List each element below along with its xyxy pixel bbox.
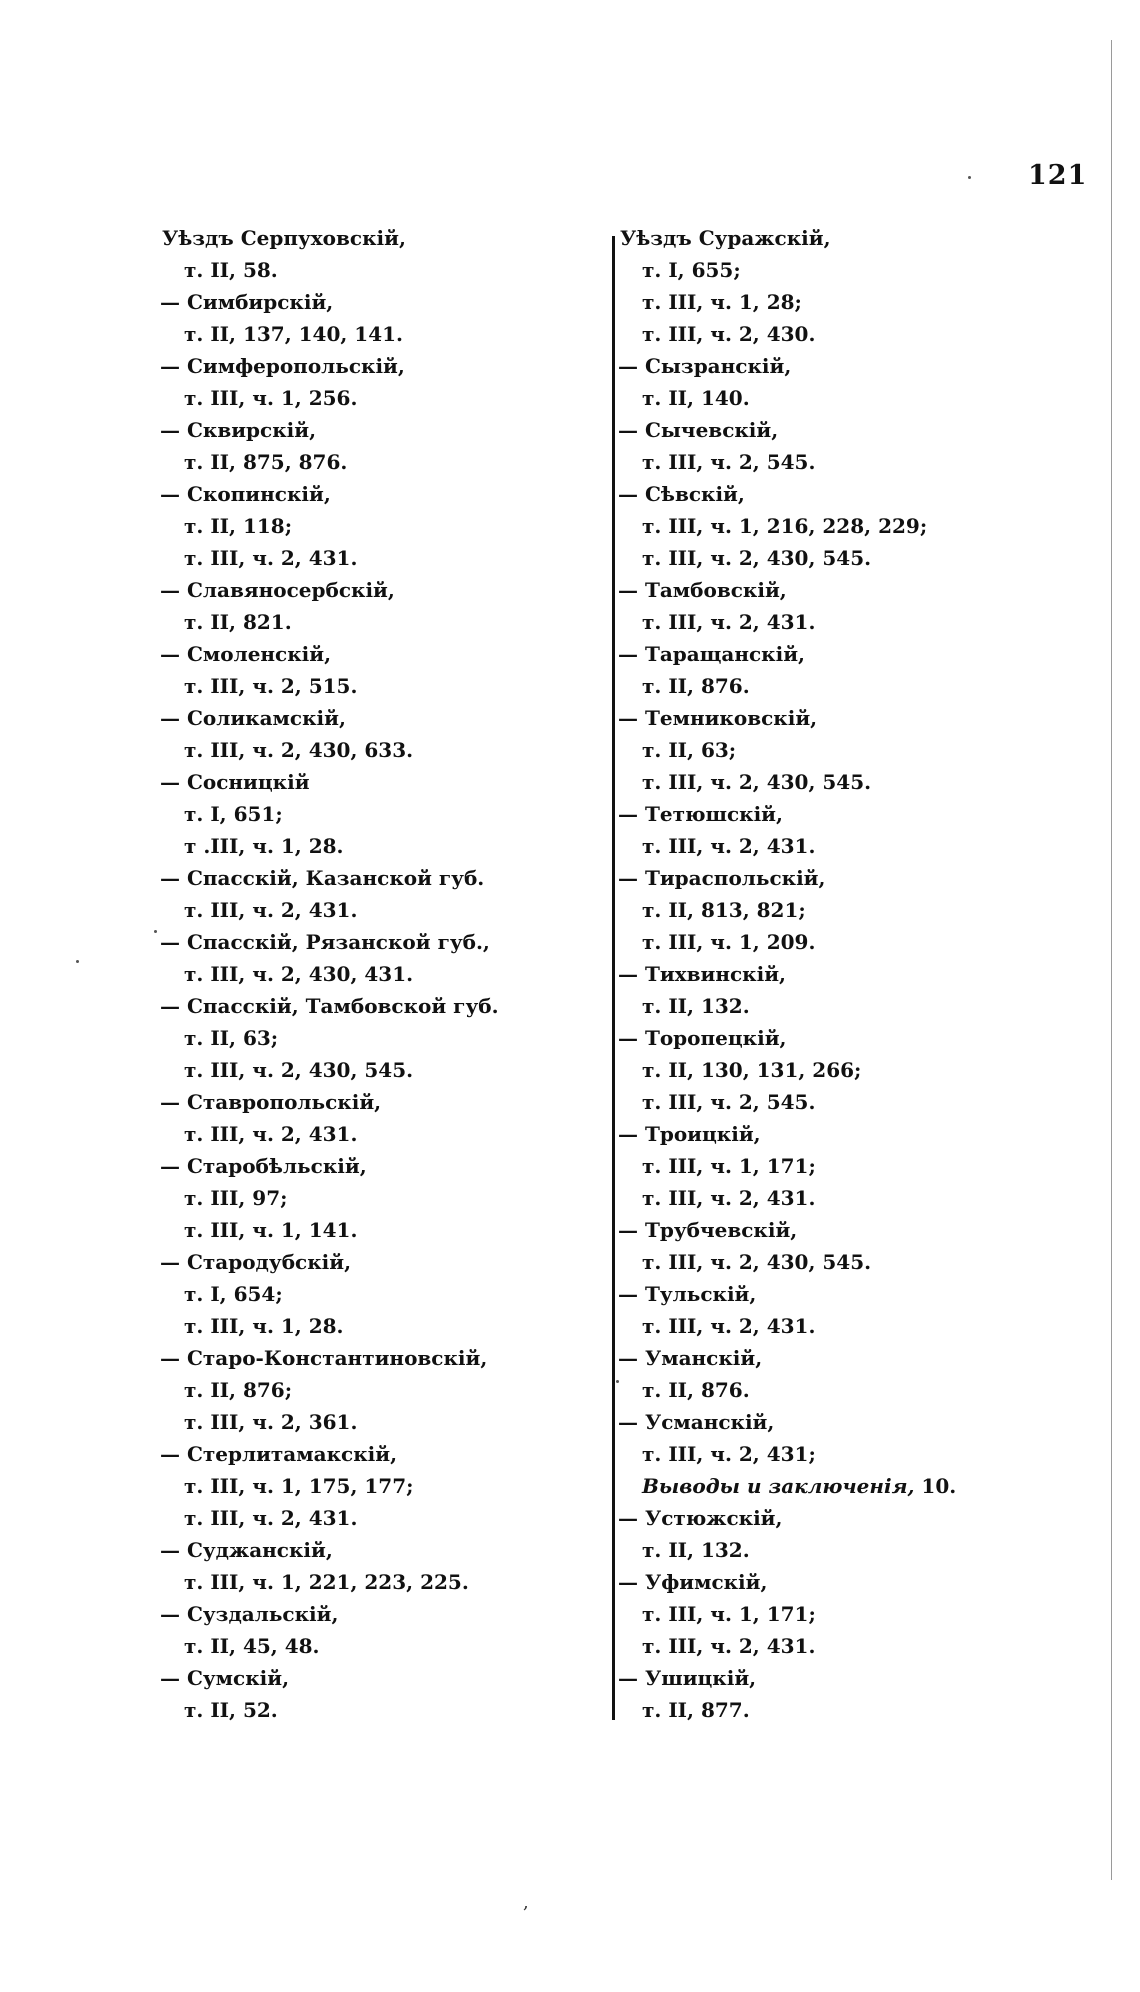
index-entry-name: — Тульскій,: [618, 1282, 757, 1306]
index-entry-name: — Спасскій, Рязанской губ.,: [160, 930, 490, 954]
index-entry-name: — Сумскій,: [160, 1666, 290, 1690]
speck: [154, 930, 157, 933]
index-entry-reference: т. III, ч. 2, 431.: [642, 834, 816, 858]
index-entry-name: — Старо-Константиновскій,: [160, 1346, 488, 1370]
index-entry-reference: т. II, 876.: [642, 674, 750, 698]
index-entry-reference: т. I, 655;: [642, 258, 741, 282]
index-heading: Уѣздъ Суражскій,: [620, 226, 831, 250]
index-entry-reference: т. I, 651;: [184, 802, 283, 826]
index-entry-reference: т. II, 813, 821;: [642, 898, 806, 922]
index-entry-name: — Троицкій,: [618, 1122, 761, 1146]
index-entry-reference: т. III, ч. 1, 28;: [642, 290, 802, 314]
index-entry-reference: т. III, ч. 1, 171;: [642, 1154, 816, 1178]
index-entry-reference: т. III, ч. 2, 430, 431.: [184, 962, 414, 986]
index-entry-reference: т. III, ч. 2, 431.: [642, 1634, 816, 1658]
index-column-right: [618, 222, 1078, 1726]
index-entry-reference: т .III, ч. 1, 28.: [184, 834, 344, 858]
speck: [616, 1380, 619, 1383]
index-entry-reference: т. II, 821.: [184, 610, 292, 634]
index-entry-reference: т. III, ч. 1, 256.: [184, 386, 358, 410]
index-entry-reference: т. III, ч. 1, 28.: [184, 1314, 344, 1338]
stray-mark: ,: [523, 1892, 529, 1913]
index-entry-reference: т. III, ч. 2, 431.: [642, 610, 816, 634]
index-entry-name: — Уманскій,: [618, 1346, 763, 1370]
index-entry-reference: т. III, ч. 1, 221, 223, 225.: [184, 1570, 469, 1594]
index-entry-reference: т. III, ч. 2, 431.: [184, 546, 358, 570]
index-entry-name: — Суздальскій,: [160, 1602, 339, 1626]
note-italic-text: Выводы и заключенія,: [642, 1474, 915, 1498]
index-entry-reference: т. III, ч. 1, 141.: [184, 1218, 358, 1242]
index-entry-reference: т. III, ч. 2, 430, 545.: [184, 1058, 414, 1082]
index-entry-reference: т. III, ч. 2, 431.: [184, 1506, 358, 1530]
index-entry-reference: т. III, ч. 2, 431.: [184, 898, 358, 922]
index-entry-reference: т. II, 52.: [184, 1698, 278, 1722]
index-entry-name: — Симферопольскій,: [160, 354, 405, 378]
index-entry-name: — Темниковскій,: [618, 706, 818, 730]
index-entry-name: — Суджанскій,: [160, 1538, 333, 1562]
index-column-left: [160, 222, 630, 1726]
index-entry-name: — Тамбовскій,: [618, 578, 787, 602]
index-entry-name: — Спасскій, Тамбовской губ.: [160, 994, 499, 1018]
index-entry-reference: т. II, 137, 140, 141.: [184, 322, 404, 346]
index-entry-reference: т. III, ч. 2, 431.: [184, 1122, 358, 1146]
index-entry-reference: т. III, 97;: [184, 1186, 288, 1210]
index-entry-name: — Сосницкій: [160, 770, 310, 794]
index-entry-reference: т. II, 45, 48.: [184, 1634, 320, 1658]
index-entry-reference: т. III, ч. 2, 361.: [184, 1410, 358, 1434]
index-note: [618, 1470, 1078, 1502]
right-margin-rule: [1111, 40, 1112, 1880]
index-entry-reference: т. III, ч. 2, 515.: [184, 674, 358, 698]
page-number: 121: [1028, 160, 1088, 191]
index-entry-name: — Сѣвскій,: [618, 482, 745, 506]
speck: [76, 960, 79, 963]
column-separator-rule: [612, 236, 615, 1720]
index-entry-reference: т. III, ч. 1, 216, 228, 229;: [642, 514, 928, 538]
index-entry-name: — Уфимскій,: [618, 1570, 768, 1594]
index-entry-reference: т. II, 876.: [642, 1378, 750, 1402]
index-entry-name: — Старобѣльскій,: [160, 1154, 367, 1178]
index-entry-reference: т. III, ч. 2, 431;: [642, 1442, 816, 1466]
index-entry-name: — Симбирскій,: [160, 290, 334, 314]
index-entry-reference: т. II, 877.: [642, 1698, 750, 1722]
index-entry-reference: т. II, 63;: [642, 738, 737, 762]
index-entry-reference: т. III, ч. 2, 430, 545.: [642, 546, 872, 570]
index-entry-reference: т. III, ч. 2, 545.: [642, 1090, 816, 1114]
index-entry-reference: т. II, 132.: [642, 1538, 750, 1562]
speck: [968, 176, 971, 179]
index-entry-reference: т. II, 130, 131, 266;: [642, 1058, 862, 1082]
index-entry-reference: т. III, ч. 2, 431.: [642, 1314, 816, 1338]
index-entry-reference: т. II, 118;: [184, 514, 293, 538]
index-entry-name: — Усманскій,: [618, 1410, 775, 1434]
index-entry-reference: т. III, ч. 2, 430, 633.: [184, 738, 414, 762]
index-entry-reference: т. III, ч. 1, 171;: [642, 1602, 816, 1626]
index-entry-name: — Стерлитамакскій,: [160, 1442, 398, 1466]
index-entry-reference: т. II, 140.: [642, 386, 750, 410]
index-entry-reference: т. II, 876;: [184, 1378, 293, 1402]
index-entry-name: — Славяносербскій,: [160, 578, 395, 602]
index-entry-name: — Устюжскій,: [618, 1506, 783, 1530]
index-entry-name: — Сквирскій,: [160, 418, 317, 442]
index-entry-reference: т. III, ч. 2, 430, 545.: [642, 770, 872, 794]
index-entry-reference: т. III, ч. 2, 430, 545.: [642, 1250, 872, 1274]
index-heading: Уѣздъ Серпуховскій,: [162, 226, 406, 250]
index-entry-name: — Соликамскій,: [160, 706, 346, 730]
index-entry-name: — Торопецкій,: [618, 1026, 787, 1050]
index-entry-name: — Ушицкій,: [618, 1666, 757, 1690]
index-entry-reference: т. III, ч. 1, 175, 177;: [184, 1474, 414, 1498]
index-entry-name: — Сызранскій,: [618, 354, 792, 378]
note-page-ref: 10.: [914, 1474, 957, 1498]
index-entry-name: — Таращанскій,: [618, 642, 806, 666]
index-entry-reference: т. II, 63;: [184, 1026, 279, 1050]
index-entry-name: — Смоленскій,: [160, 642, 332, 666]
index-entry-reference: т. III, ч. 1, 209.: [642, 930, 816, 954]
index-entry-name: — Сычевскій,: [618, 418, 779, 442]
index-entry-reference: т. III, ч. 2, 545.: [642, 450, 816, 474]
index-entry-name: — Тетюшскій,: [618, 802, 783, 826]
index-entry-reference: т. III, ч. 2, 431.: [642, 1186, 816, 1210]
index-entry-name: — Трубчевскій,: [618, 1218, 798, 1242]
index-entry-reference: т. II, 875, 876.: [184, 450, 348, 474]
index-entry-reference: т. II, 58.: [184, 258, 278, 282]
index-entry-name: — Стародубскій,: [160, 1250, 352, 1274]
index-entry-name: — Ставропольскій,: [160, 1090, 382, 1114]
index-entry-name: — Спасскій, Казанской губ.: [160, 866, 485, 890]
index-entry-reference: т. III, ч. 2, 430.: [642, 322, 816, 346]
index-entry-name: — Тираспольскій,: [618, 866, 826, 890]
index-entry-reference: т. I, 654;: [184, 1282, 283, 1306]
index-entry-name: — Скопинскій,: [160, 482, 331, 506]
index-entry-name: — Тихвинскій,: [618, 962, 786, 986]
index-entry-reference: т. II, 132.: [642, 994, 750, 1018]
